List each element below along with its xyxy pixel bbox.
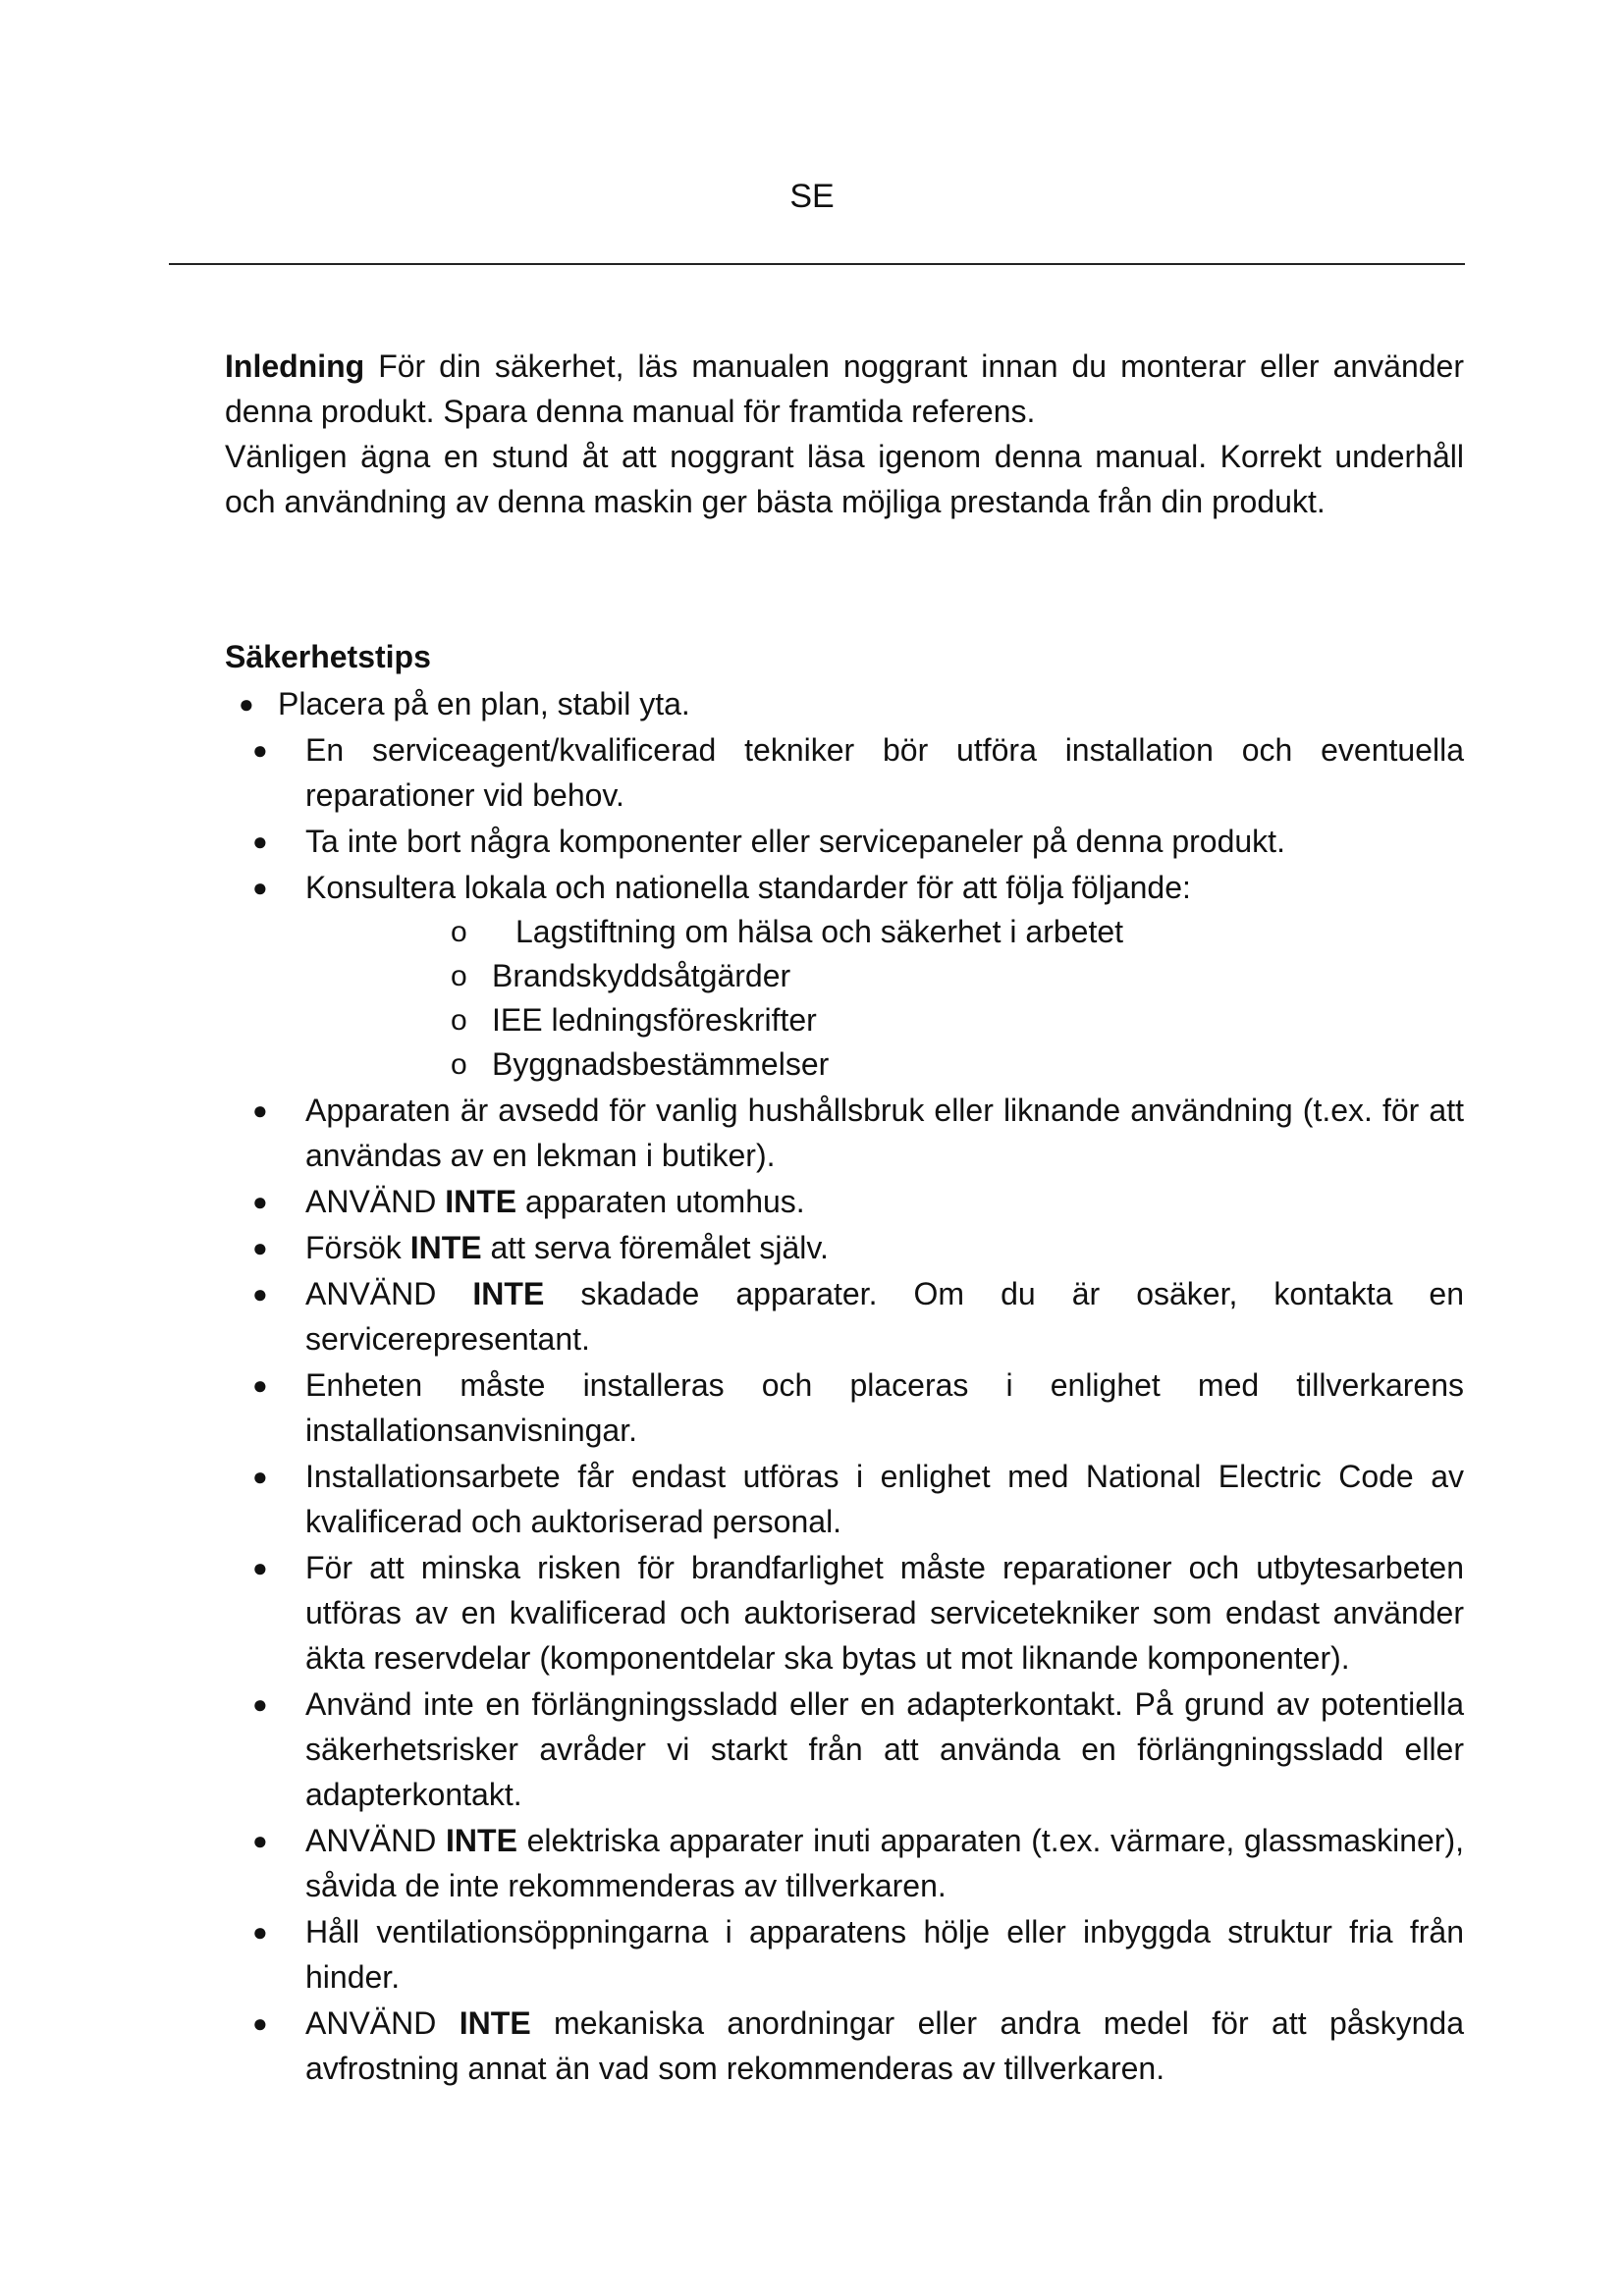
list-item-emphasis: INTE [446, 1823, 517, 1858]
sub-list-item [451, 954, 1464, 998]
sub-list-item [451, 1042, 1464, 1087]
list-item-text-post: att serva föremålet själv. [481, 1230, 829, 1265]
bullet-icon: ● [252, 1095, 268, 1125]
standards-sublist [305, 910, 1464, 1087]
list-item [225, 1909, 1464, 2000]
bullet-icon: ● [252, 1370, 268, 1400]
list-item-text: En serviceagent/kvalificerad tekniker bör utföra installation och eventuella reparationer vid behov. [305, 732, 1464, 813]
list-item [225, 1818, 1464, 1908]
intro-paragraph-2: Vänligen ägna en stund åt att noggrant läsa igenom denna manual. Korrekt underhåll och användning av denna maskin ger bästa möjliga prestanda från din produkt. [225, 439, 1464, 519]
bullet-icon: ● [252, 1826, 268, 1855]
list-item [225, 1179, 1464, 1224]
list-item-text-pre: ANVÄND [305, 1823, 447, 1858]
list-item-text-pre: Försök [305, 1230, 410, 1265]
sub-list-item [451, 910, 1464, 954]
list-item-text: För att minska risken för brandfarlighet måste reparationer och utbytesarbeten utföras av en kvalificerad och auktoriserad servicetekniker som endast använder äkta reservdelar (komponentdelar ska bytas ut mot liknande komponenter). [305, 1550, 1464, 1676]
bullet-icon: ● [252, 1233, 268, 1262]
header-divider [169, 263, 1465, 265]
list-item [225, 681, 1464, 726]
bullet-icon: ● [252, 2008, 268, 2038]
list-item [225, 1225, 1464, 1270]
bullet-icon: ● [252, 827, 268, 856]
list-item-text-pre: ANVÄND [305, 2005, 460, 2041]
list-item-text-post: apparaten utomhus. [516, 1184, 805, 1219]
list-item-text: Använd inte en förlängningssladd eller en adapterkontakt. På grund av potentiella säkerhetsrisker avråder vi starkt från att använda en förlängningssladd eller adapterkontakt. [305, 1686, 1464, 1812]
list-item [225, 1682, 1464, 1817]
bullet-icon: ● [252, 1187, 268, 1216]
bullet-icon: ● [252, 1689, 268, 1719]
list-item-text: Installationsarbete får endast utföras i enlighet med National Electric Code av kvalificerad och auktoriserad personal. [305, 1459, 1464, 1539]
intro-text-1: För din säkerhet, läs manualen noggrant innan du monterar eller använder denna produkt. Spara denna manual för framtida referens. [225, 348, 1464, 429]
list-item-emphasis: INTE [472, 1276, 545, 1311]
list-item-emphasis: INTE [409, 1230, 482, 1265]
safety-heading: Säkerhetstips [225, 639, 431, 674]
bullet-icon: ● [252, 1917, 268, 1947]
sub-list-item-text: IEE ledningsföreskrifter [492, 1002, 817, 1038]
list-item [225, 1545, 1464, 1681]
list-item-text-post: mekaniska anordningar eller andra medel för att påskynda avfrostning annat än vad som rekommenderas av tillverkaren. [305, 2005, 1465, 2086]
list-item-text-pre: ANVÄND [305, 1184, 446, 1219]
sub-list-item-text: Brandskyddsåtgärder [492, 958, 791, 993]
intro-section [225, 344, 1464, 524]
document-body [225, 344, 1464, 2092]
list-item-text-post: elektriska apparater inuti apparaten (t.ex. värmare, glassmaskiner), såvida de inte rekommenderas av tillverkaren. [305, 1823, 1465, 1903]
sub-list-item-text: Lagstiftning om hälsa och säkerhet i arbetet [515, 914, 1124, 949]
list-item-text: Håll ventilationsöppningarna i apparatens hölje eller inbyggda struktur fria från hinder. [305, 1914, 1464, 1995]
list-item-text-pre: ANVÄND [305, 1276, 473, 1311]
page-header-language: SE [789, 178, 835, 215]
intro-paragraph-1 [225, 344, 1464, 434]
bullet-icon: ● [252, 735, 268, 765]
list-item-text-post: skadade apparater. Om du är osäker, kontakta en servicerepresentant. [305, 1276, 1465, 1357]
bullet-icon: ● [252, 1279, 268, 1308]
list-item-text: Ta inte bort några komponenter eller servicepaneler på denna produkt. [305, 824, 1285, 859]
sub-list-item [451, 998, 1464, 1042]
list-item [225, 1454, 1464, 1544]
bullet-icon: ● [252, 1553, 268, 1582]
list-item-emphasis: INTE [459, 2005, 531, 2041]
intro-lead: Inledning [225, 348, 365, 384]
list-item [225, 865, 1464, 1087]
circle-bullet-icon: o [451, 960, 467, 992]
list-item-emphasis: INTE [445, 1184, 517, 1219]
list-item [225, 1362, 1464, 1453]
list-item [225, 2001, 1464, 2091]
circle-bullet-icon: o [451, 1048, 467, 1081]
circle-bullet-icon: o [451, 916, 467, 948]
bullet-icon: ● [239, 689, 254, 719]
list-item [225, 727, 1464, 818]
safety-tips-list [225, 681, 1464, 2091]
list-item-text: Placera på en plan, stabil yta. [278, 686, 690, 721]
list-item-text: Apparaten är avsedd för vanlig hushållsbruk eller liknande användning (t.ex. för att användas av en lekman i butiker). [305, 1093, 1464, 1173]
list-item [225, 1271, 1464, 1362]
list-item-text: Konsultera lokala och nationella standarder för att följa följande: [305, 870, 1191, 905]
list-item [225, 819, 1464, 864]
bullet-icon: ● [252, 873, 268, 902]
circle-bullet-icon: o [451, 1004, 467, 1037]
sub-list-item-text: Byggnadsbestämmelser [492, 1046, 830, 1082]
bullet-icon: ● [252, 1462, 268, 1491]
list-item-text: Enheten måste installeras och placeras i enlighet med tillverkarens installationsanvisningar. [305, 1367, 1464, 1448]
list-item [225, 1088, 1464, 1178]
